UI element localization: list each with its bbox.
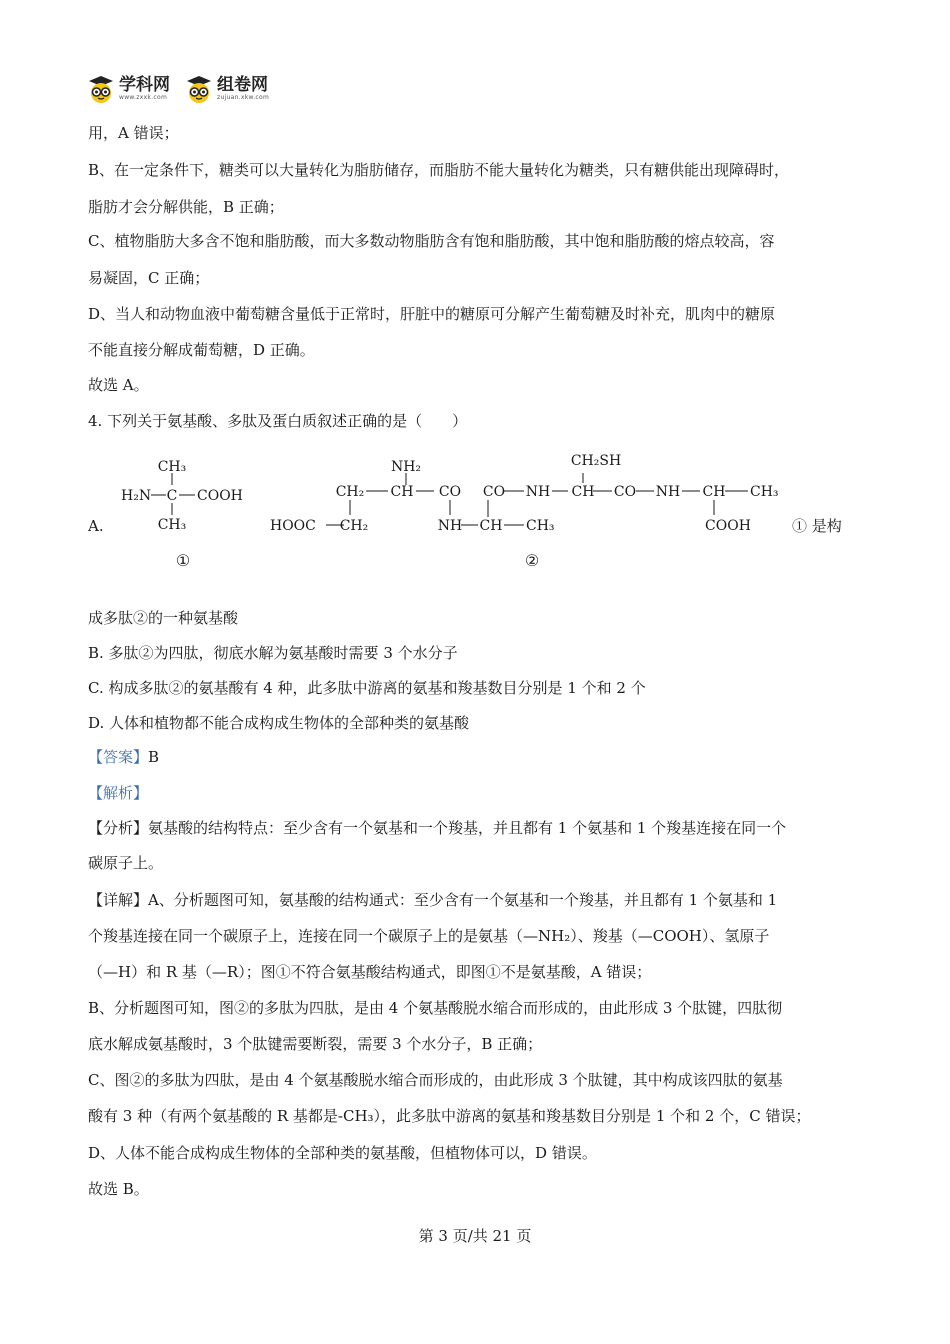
text-line [88,196,284,218]
section-tag: 【答案】 [88,748,149,766]
line-text: B. 多肽②为四肽，彻底水解为氨基酸时需要 3 个水分子 [88,644,458,662]
structure2-carbonyl-1: CO [438,484,462,500]
structure2-side-ch2: CH₂ [335,484,365,500]
line-text: D、人体不能合成构成生物体的全部种类的氨基酸，但植物体可以，D 错误。 [88,1144,597,1162]
line-text: D. 人体和植物都不能合成构成生物体的全部种类的氨基酸 [88,714,470,732]
structure2-amide-nh-2: NH [525,484,551,500]
logo-xueke [86,74,170,104]
structure2-methyl-2: CH₃ [750,484,779,500]
text-line [88,997,782,1019]
structure2-alpha-carbon-2: CH [479,518,503,534]
line-text: 易凝固，C 正确； [88,269,210,287]
line-text: 【分析】氨基酸的结构特点：至少含有一个氨基和一个羧基，并且都有 1 个氨基和 1 个羧基连接在同一个 [88,819,787,837]
logo-zujuan-name: 组卷网 [217,75,268,95]
line-text: 4. 下列关于氨基酸、多肽及蛋白质叙述正确的是（ ） [88,412,468,430]
text-line [88,374,149,396]
line-text: C、植物脂肪大多含不饱和脂肪酸，而大多数动物脂肪含有饱和脂肪酸，其中饱和脂肪酸的熔点较高，容 [88,232,775,250]
line-text: 【详解】A、分析题图可知，氨基酸的结构通式：至少含有一个氨基和一个羧基，并且都有 1 个氨基和 1 [88,891,778,909]
structure2-alpha-carbon-1: CH [390,484,414,500]
structure2-amide-nh-1: NH [437,518,463,534]
text-line [88,961,651,983]
line-text: B、分析题图可知，图②的多肽为四肽，是由 4 个氨基酸脱水缩合而形成的，由此形成 3 个肽键，四肽彻 [88,999,783,1017]
line-text: 脂肪才会分解供能，B 正确； [88,198,284,216]
structure2-amino-group: NH₂ [390,459,422,475]
line-text: B、在一定条件下，糖类可以大量转化为脂肪储存，而脂肪不能大量转化为糖类，只有糖供能出现障碍时， [88,161,790,179]
structure2-hooc-group: HOOC [270,518,316,534]
line-text: 成多肽②的一种氨基酸 [88,609,239,627]
text-line [88,852,163,874]
option-a-prefix: A. [88,517,104,535]
text-line [88,817,786,839]
line-text: （—H）和 R 基（—R）；图①不符合氨基酸结构通式，即图①不是氨基酸，A 错误； [88,963,652,981]
text-line [88,339,315,361]
option-a-suffix: ① 是构 [792,517,842,535]
section-tag: 【解析】 [88,784,149,802]
question-4-option-a [88,445,868,580]
text-line [88,159,789,181]
line-text: B [148,748,160,766]
structure1-top-methyl: CH₃ [157,459,187,475]
structure2-methyl-1: CH₃ [526,518,555,534]
line-text: 故选 B。 [88,1180,149,1198]
structure2-thiol-side-chain: CH₂SH [570,453,622,469]
text-line [88,230,774,252]
line-text: 故选 A。 [88,376,149,394]
text-line [88,925,769,947]
text-line [88,303,775,325]
text-line [88,122,179,144]
text-line [88,410,467,432]
structure1-bottom-methyl: CH₃ [157,517,187,533]
text-line [88,712,469,734]
structure2-carbonyl-2: CO [482,484,506,500]
logo-zujuan [184,74,269,104]
line-text: C、图②的多肽为四肽，是由 4 个氨基酸脱水缩合而形成的，由此形成 3 个肽键，其中构成该四肽的氨基 [88,1071,783,1089]
amino-acid-structures [88,445,868,580]
text-line [88,607,238,629]
text-line [88,889,777,911]
structure2-amide-nh-3: NH [655,484,681,500]
structure2-terminal-carboxyl: COOH [705,518,751,534]
line-text: C. 构成多肽②的氨基酸有 4 种，此多肽中游离的氨基和羧基数目分别是 1 个和 2 个 [88,679,646,697]
structure2-label: ② [524,551,540,570]
owl-mascot-icon [184,74,214,104]
structure2-alpha-carbon-3: CH [571,484,595,500]
text-line [88,1105,810,1127]
line-text: 底水解成氨基酸时，3 个肽键需要断裂，需要 3 个水分子，B 正确； [88,1035,543,1053]
structure2-alpha-carbon-4: CH [702,484,726,500]
structure1-amino-group: H₂N [121,488,152,504]
line-text: 个羧基连接在同一个碳原子上，连接在同一个碳原子上的是氨基（—NH₂）、羧基（—COOH）、氢原子 [88,927,770,945]
logo-xueke-name: 学科网 [119,75,170,95]
text-line [88,1178,149,1200]
page-footer: 第 3 页/共 21 页 [418,1227,532,1245]
structure2-side-ch2-b: CH₂ [339,518,369,534]
text-line [88,746,159,768]
owl-mascot-icon [86,74,116,104]
structure1-central-carbon: C [166,488,178,504]
logo-xueke-url: www.zxxk.com [119,94,168,101]
text-line [88,1142,597,1164]
text-line [88,267,209,289]
line-text: 用，A 错误； [88,124,179,142]
text-line [88,782,148,804]
line-text: 不能直接分解成葡萄糖，D 正确。 [88,341,315,359]
line-text: 酸有 3 种（有两个氨基酸的 R 基都是-CH₃），此多肽中游离的氨基和羧基数目分别是 1 个和 2 个，C 错误； [88,1107,811,1125]
text-line [88,1033,542,1055]
structure2-carbonyl-3: CO [613,484,637,500]
structure1-label: ① [175,551,191,570]
header-logos [86,72,269,106]
logo-zujuan-url: zujuan.xkw.com [217,94,270,101]
text-line [88,1069,783,1091]
line-text: D、当人和动物血液中葡萄糖含量低于正常时，肝脏中的糖原可分解产生葡萄糖及时补充，肌肉中的糖原 [88,305,776,323]
line-text: 碳原子上。 [88,854,164,872]
structure1-carboxyl-group: COOH [197,488,243,504]
text-line [88,642,458,664]
text-line [88,677,646,699]
